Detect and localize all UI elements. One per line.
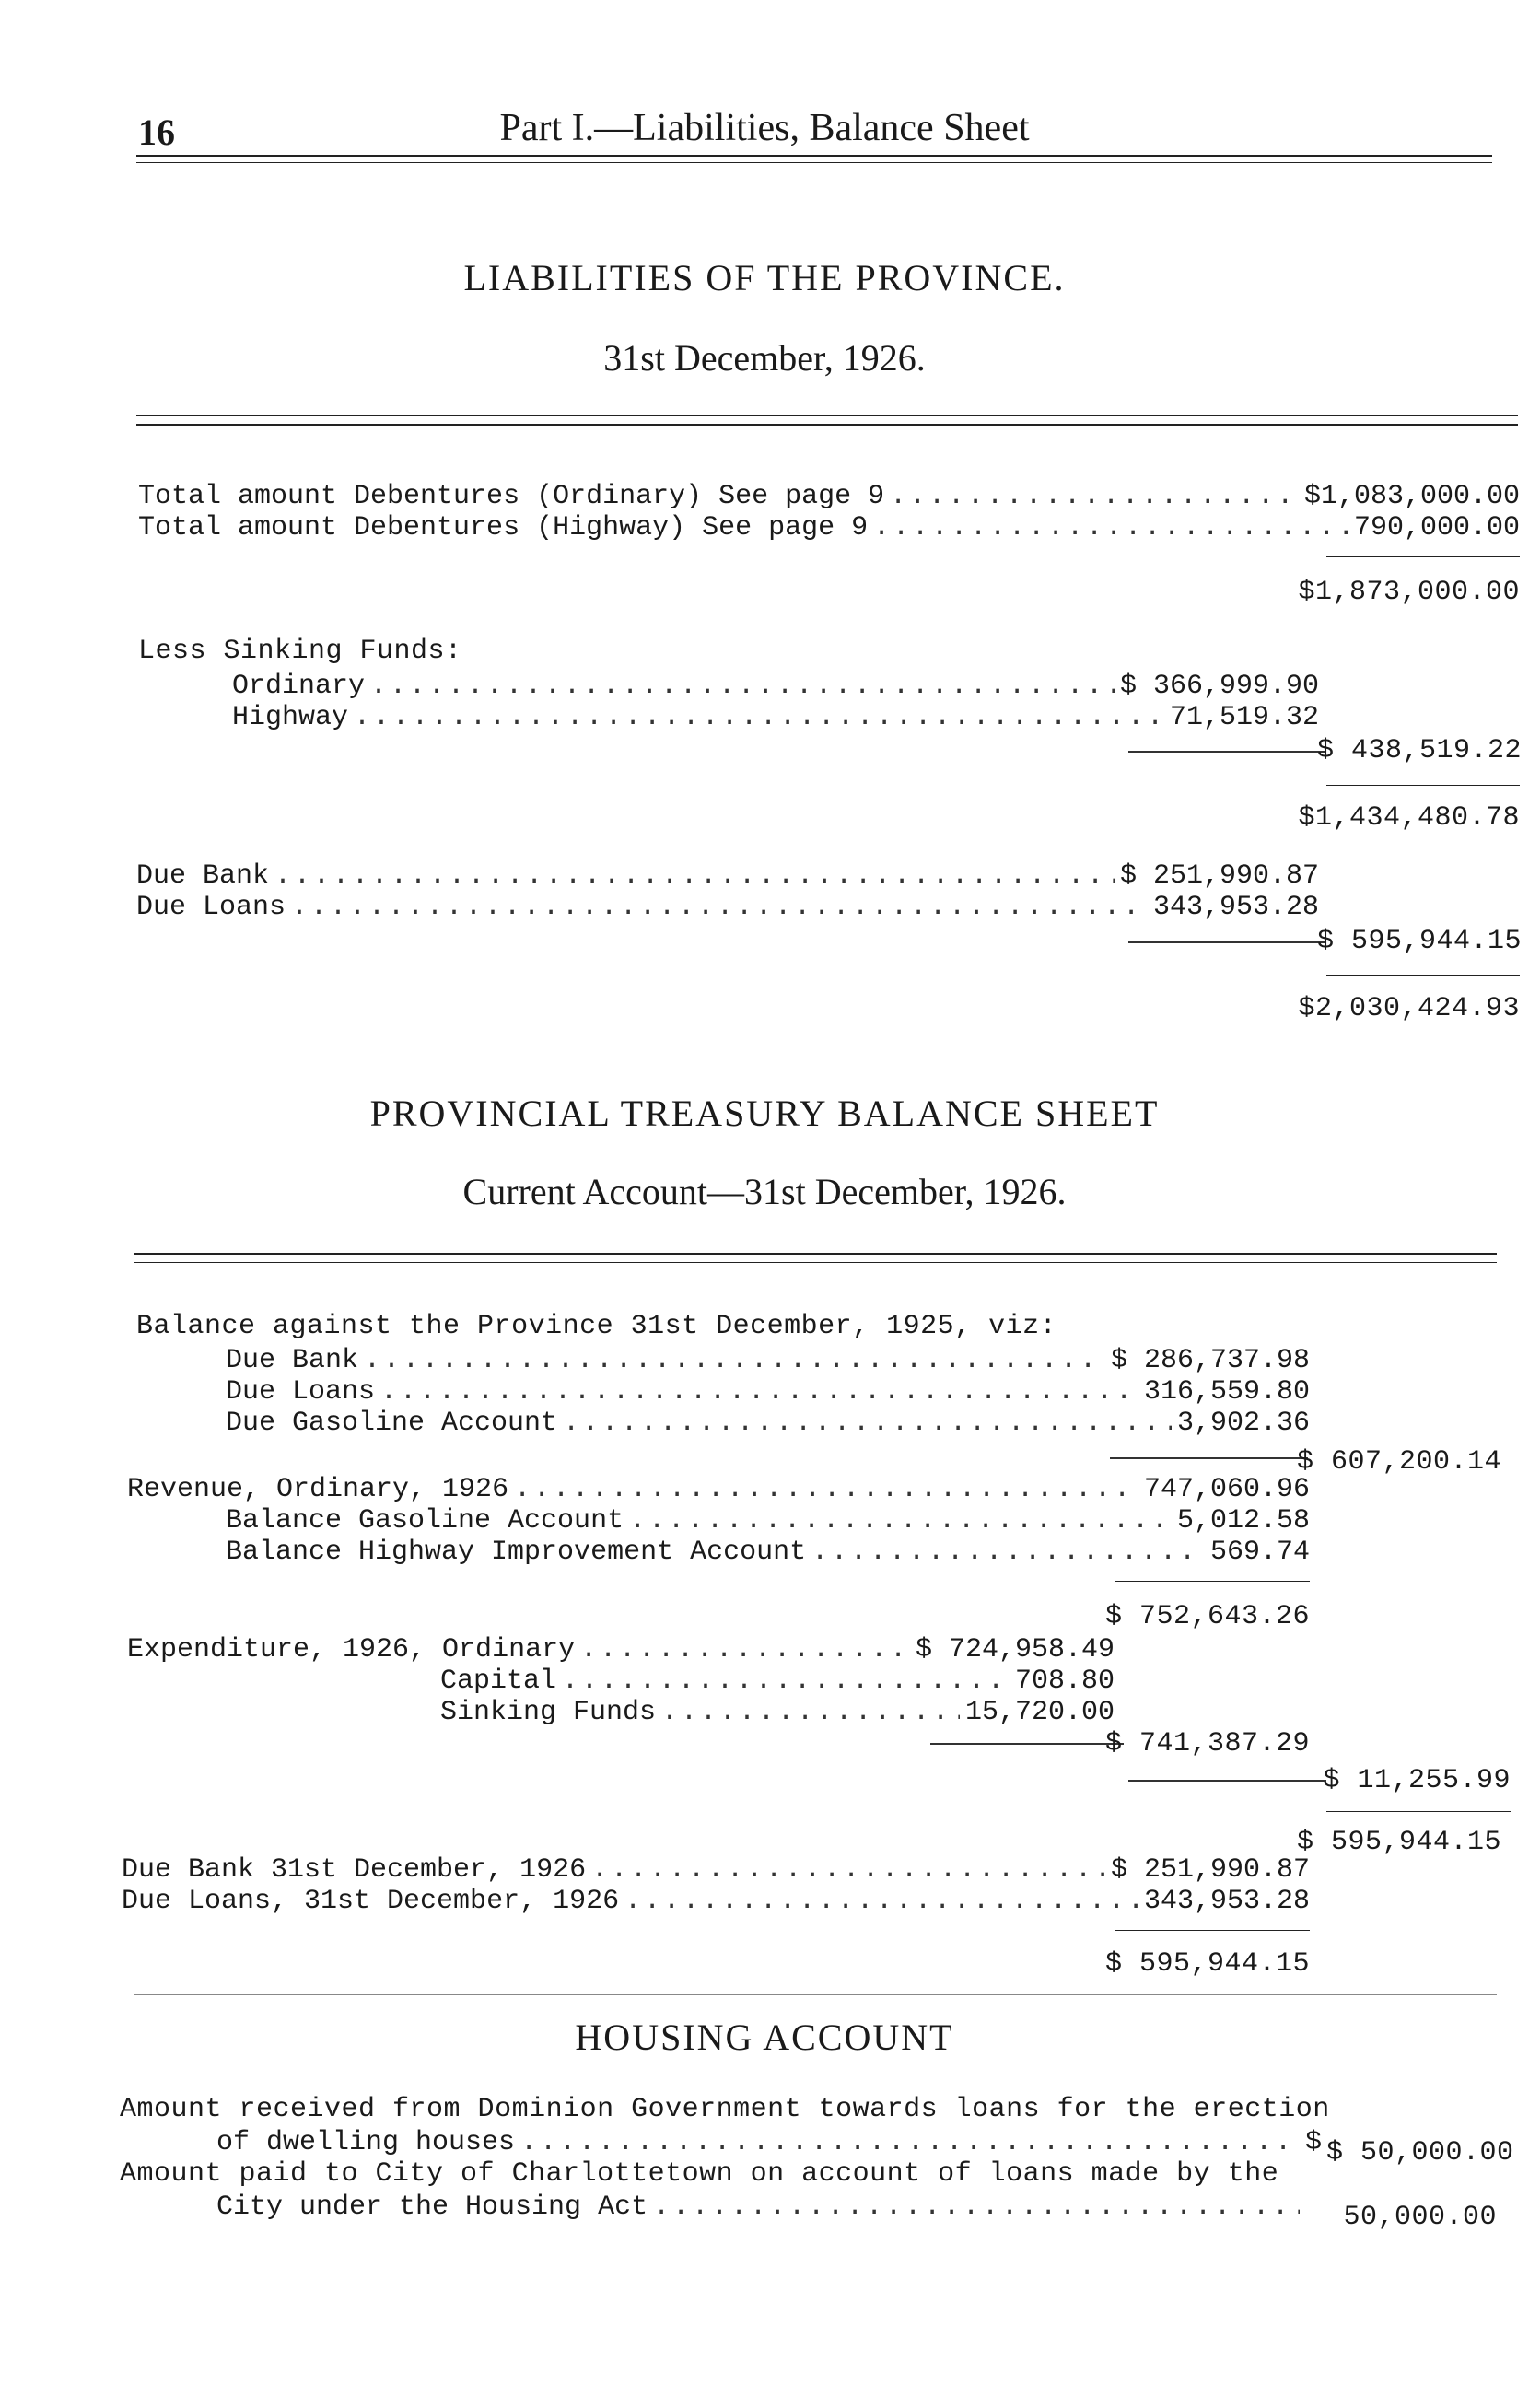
end-due-loans-amount: 343,953.28 — [1143, 1886, 1310, 1917]
end-due-bank-row — [122, 1854, 1310, 1886]
end-due-loans-row — [122, 1886, 1310, 1917]
sinking-label: Sinking Funds — [440, 1697, 657, 1728]
sinking-amount: 15,720.00 — [964, 1697, 1115, 1728]
leader-dots — [653, 2192, 1300, 2223]
bal-gas-amount: 5,012.58 — [1176, 1505, 1310, 1537]
leader-dots — [520, 2127, 1300, 2158]
leader-dots — [354, 702, 1164, 733]
debentures-ordinary-row — [138, 481, 1520, 512]
housing-paid-line1: Amount paid to City of Charlottetown on account of loans made by the — [120, 2158, 1279, 2190]
leader-dots — [591, 1854, 1105, 1886]
leader-dots — [629, 1505, 1172, 1537]
bal-due-gas-row — [226, 1408, 1310, 1439]
debentures-highway-amount: 790,000.00 — [1353, 512, 1520, 544]
capital-amount: 708.80 — [1014, 1666, 1115, 1697]
debentures-total: $1,873,000.00 — [1298, 577, 1520, 608]
balance-sheet-title: PROVINCIAL TREASURY BALANCE SHEET — [369, 1093, 1160, 1134]
section-rule — [136, 415, 1518, 416]
end-total: $ 595,944.15 — [1105, 1948, 1311, 1980]
capital-row — [440, 1666, 1115, 1697]
due-bank-amount: $ 251,990.87 — [1119, 860, 1319, 892]
bal-due-loans-row — [226, 1376, 1310, 1408]
bal-due-bank-label: Due Bank — [226, 1345, 359, 1376]
header-rule-2 — [136, 162, 1492, 163]
sum-rule — [1115, 1581, 1310, 1582]
leader-dots — [291, 892, 1148, 923]
bal-gas-label: Balance Gasoline Account — [226, 1505, 624, 1537]
revenue-label: Revenue, Ordinary, 1926 — [127, 1474, 509, 1505]
housing-received-row — [216, 2127, 1322, 2158]
end-due-loans-label: Due Loans, 31st December, 1926 — [122, 1886, 620, 1917]
surplus-amount: $ 11,255.99 — [1323, 1765, 1511, 1796]
net-total: $1,434,480.78 — [1298, 802, 1520, 834]
housing-received-line1: Amount received from Dominion Government towards loans for the erection — [120, 2094, 1330, 2125]
leader-dots — [624, 1886, 1138, 1917]
leader-dots — [514, 1474, 1138, 1505]
housing-received-line2: of dwelling houses — [216, 2127, 516, 2158]
bal-gas-row — [226, 1505, 1310, 1537]
leader-dots — [661, 1697, 960, 1728]
bal-highway-row — [226, 1537, 1310, 1568]
sum-rule — [1326, 975, 1520, 976]
leader-dots — [811, 1537, 1205, 1568]
sinking-ordinary-label: Ordinary — [232, 671, 366, 702]
debentures-highway-row — [138, 512, 1520, 544]
bal-due-loans-label: Due Loans — [226, 1376, 376, 1408]
leader-dots — [873, 512, 1348, 544]
liabilities-title: LIABILITIES OF THE PROVINCE. — [463, 257, 1066, 298]
sinking-row — [440, 1697, 1115, 1728]
sinking-ordinary-amount: $ 366,999.90 — [1119, 671, 1319, 702]
end-due-bank-label: Due Bank 31st December, 1926 — [122, 1854, 587, 1886]
housing-received-amount: $ 50,000.00 — [1326, 2137, 1514, 2168]
sinking-total: $ 438,519.22 — [1317, 735, 1523, 766]
expenditure-amount: $ 724,958.49 — [915, 1634, 1115, 1666]
housing-paid-row — [216, 2192, 1305, 2223]
bal-highway-label: Balance Highway Improvement Account — [226, 1537, 807, 1568]
liabilities-date: 31st December, 1926. — [603, 337, 926, 379]
grand-total: $2,030,424.93 — [1298, 993, 1520, 1024]
due-bank-row — [136, 860, 1319, 892]
housing-paid-line2: City under the Housing Act — [216, 2192, 648, 2223]
debentures-highway-label: Total amount Debentures (Highway) See page 9 — [138, 512, 869, 544]
carry-dash — [1128, 751, 1326, 753]
due-bank-label: Due Bank — [136, 860, 270, 892]
sum-rule — [1326, 785, 1520, 786]
due-total: $ 595,944.15 — [1317, 926, 1523, 957]
carry-dash — [1128, 941, 1326, 943]
bal-total: $ 607,200.14 — [1296, 1446, 1501, 1478]
balance-total: $ 595,944.15 — [1296, 1827, 1501, 1858]
section-divider — [134, 1994, 1497, 1995]
revenue-row — [127, 1474, 1310, 1505]
leader-dots — [580, 1634, 910, 1666]
expenditure-total: $ 741,387.29 — [1105, 1728, 1311, 1759]
bal-due-bank-row — [226, 1345, 1310, 1376]
bal-due-bank-amount: $ 286,737.98 — [1110, 1345, 1310, 1376]
leader-dots — [890, 481, 1299, 512]
sum-rule — [1326, 1811, 1511, 1812]
leader-dots — [562, 1666, 1010, 1697]
sinking-ordinary-row — [232, 671, 1319, 702]
carry-dash — [1128, 1780, 1326, 1782]
leader-dots — [370, 671, 1115, 702]
balance-sheet-subtitle: Current Account—31st December, 1926. — [462, 1171, 1067, 1212]
leader-dots — [274, 860, 1115, 892]
running-title: Part I.—Liabilities, Balance Sheet — [499, 107, 1030, 149]
leader-dots — [380, 1376, 1138, 1408]
sum-rule — [1115, 1930, 1310, 1931]
due-loans-row — [136, 892, 1319, 923]
sinking-funds-heading: Less Sinking Funds: — [138, 636, 462, 667]
sinking-highway-label: Highway — [232, 702, 349, 733]
section-rule — [134, 1253, 1497, 1255]
section-rule-2 — [134, 1262, 1497, 1263]
revenue-total: $ 752,643.26 — [1105, 1601, 1311, 1632]
sinking-highway-row — [232, 702, 1319, 733]
debentures-ordinary-amount: $1,083,000.00 — [1303, 481, 1520, 512]
revenue-amount: 747,060.96 — [1143, 1474, 1310, 1505]
leader-dots — [563, 1408, 1172, 1439]
housing-title: HOUSING ACCOUNT — [575, 2016, 954, 2058]
sum-rule — [1326, 556, 1520, 557]
housing-paid-amount: 50,000.00 — [1343, 2202, 1497, 2233]
due-loans-amount: 343,953.28 — [1152, 892, 1319, 923]
bal-due-loans-amount: 316,559.80 — [1143, 1376, 1310, 1408]
header-rule — [136, 155, 1492, 157]
debentures-ordinary-label: Total amount Debentures (Ordinary) See page 9 — [138, 481, 885, 512]
balance-heading: Balance against the Province 31st December, 1925, viz: — [136, 1311, 1057, 1342]
leader-dots — [364, 1345, 1105, 1376]
bal-due-gas-amount: 3,902.36 — [1176, 1408, 1310, 1439]
page-number: 16 — [138, 111, 175, 153]
expenditure-label: Expenditure, 1926, Ordinary — [127, 1634, 576, 1666]
expenditure-row — [127, 1634, 1115, 1666]
end-due-bank-amount: $ 251,990.87 — [1110, 1854, 1310, 1886]
capital-label: Capital — [440, 1666, 557, 1697]
sinking-highway-amount: 71,519.32 — [1169, 702, 1319, 733]
bal-due-gas-label: Due Gasoline Account — [226, 1408, 558, 1439]
housing-received-dollar: $ — [1304, 2127, 1322, 2158]
due-loans-label: Due Loans — [136, 892, 286, 923]
section-rule-2 — [136, 424, 1518, 426]
carry-dash — [930, 1743, 1124, 1745]
carry-dash — [1110, 1457, 1308, 1459]
bal-highway-amount: 569.74 — [1209, 1537, 1310, 1568]
